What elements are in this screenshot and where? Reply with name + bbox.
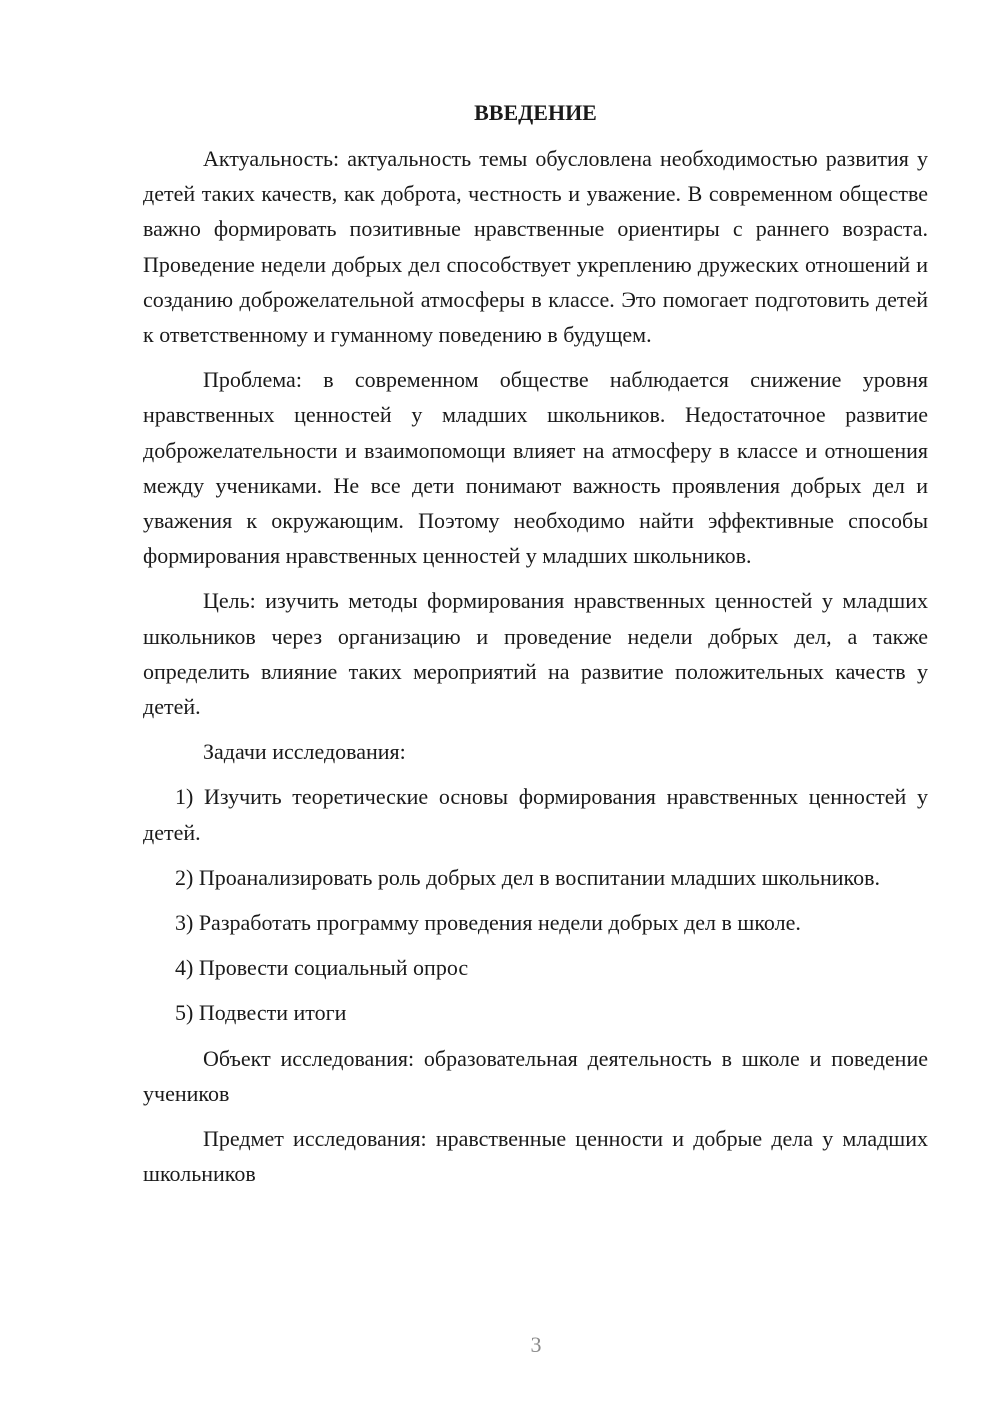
- task-item-4: 4) Провести социальный опрос: [175, 955, 469, 981]
- paragraph-goal: Цель: изучить методы формирования нравственных ценностей у младших школьников через организацию и проведение недели добрых дел, а также определить влияние таких мероприятий на развитие положительных качеств у детей.: [143, 588, 928, 720]
- page-number: 3: [530, 1332, 542, 1357]
- task-item-3: 3) Разработать программу проведения недели добрых дел в школе.: [175, 910, 801, 936]
- paragraph-subject: Предмет исследования: нравственные ценности и добрые дела у младших школьников: [143, 1126, 928, 1187]
- tasks-heading: Задачи исследования:: [203, 739, 406, 765]
- page-content: [143, 96, 928, 1201]
- paragraph-object: Объект исследования: образовательная деятельность в школе и поведение учеников: [143, 1045, 928, 1106]
- task-item-1: 1) Изучить теоретические основы формирования нравственных ценностей у детей.: [143, 784, 928, 845]
- page-title: ВВЕДЕНИЕ: [474, 100, 597, 125]
- paragraph-problem: Проблема: в современном обществе наблюдается снижение уровня нравственных ценностей у младших школьников. Недостаточное развитие доброжелательности и взаимопомощи влияет на атмосферу в классе и отношения между учениками. Не все дети понимают важность проявления добрых дел и уважения к окружающим. Поэтому необходимо найти эффективные способы формирования нравственных ценностей у младших школьников.: [143, 367, 928, 569]
- task-item-2: 2) Проанализировать роль добрых дел в воспитании младших школьников.: [175, 864, 880, 890]
- task-item-5: 5) Подвести итоги: [175, 1000, 347, 1026]
- paragraph-relevance: Актуальность: актуальность темы обусловлена необходимостью развития у детей таких качеств, как доброта, честность и уважение. В современном обществе важно формировать позитивные нравственные ориентиры с раннего возраста. Проведение недели добрых дел способствует укреплению дружеских отношений и созданию доброжелательной атмосферы в классе. Это помогает подготовить детей к ответственному и гуманному поведению в будущем.: [143, 146, 928, 348]
